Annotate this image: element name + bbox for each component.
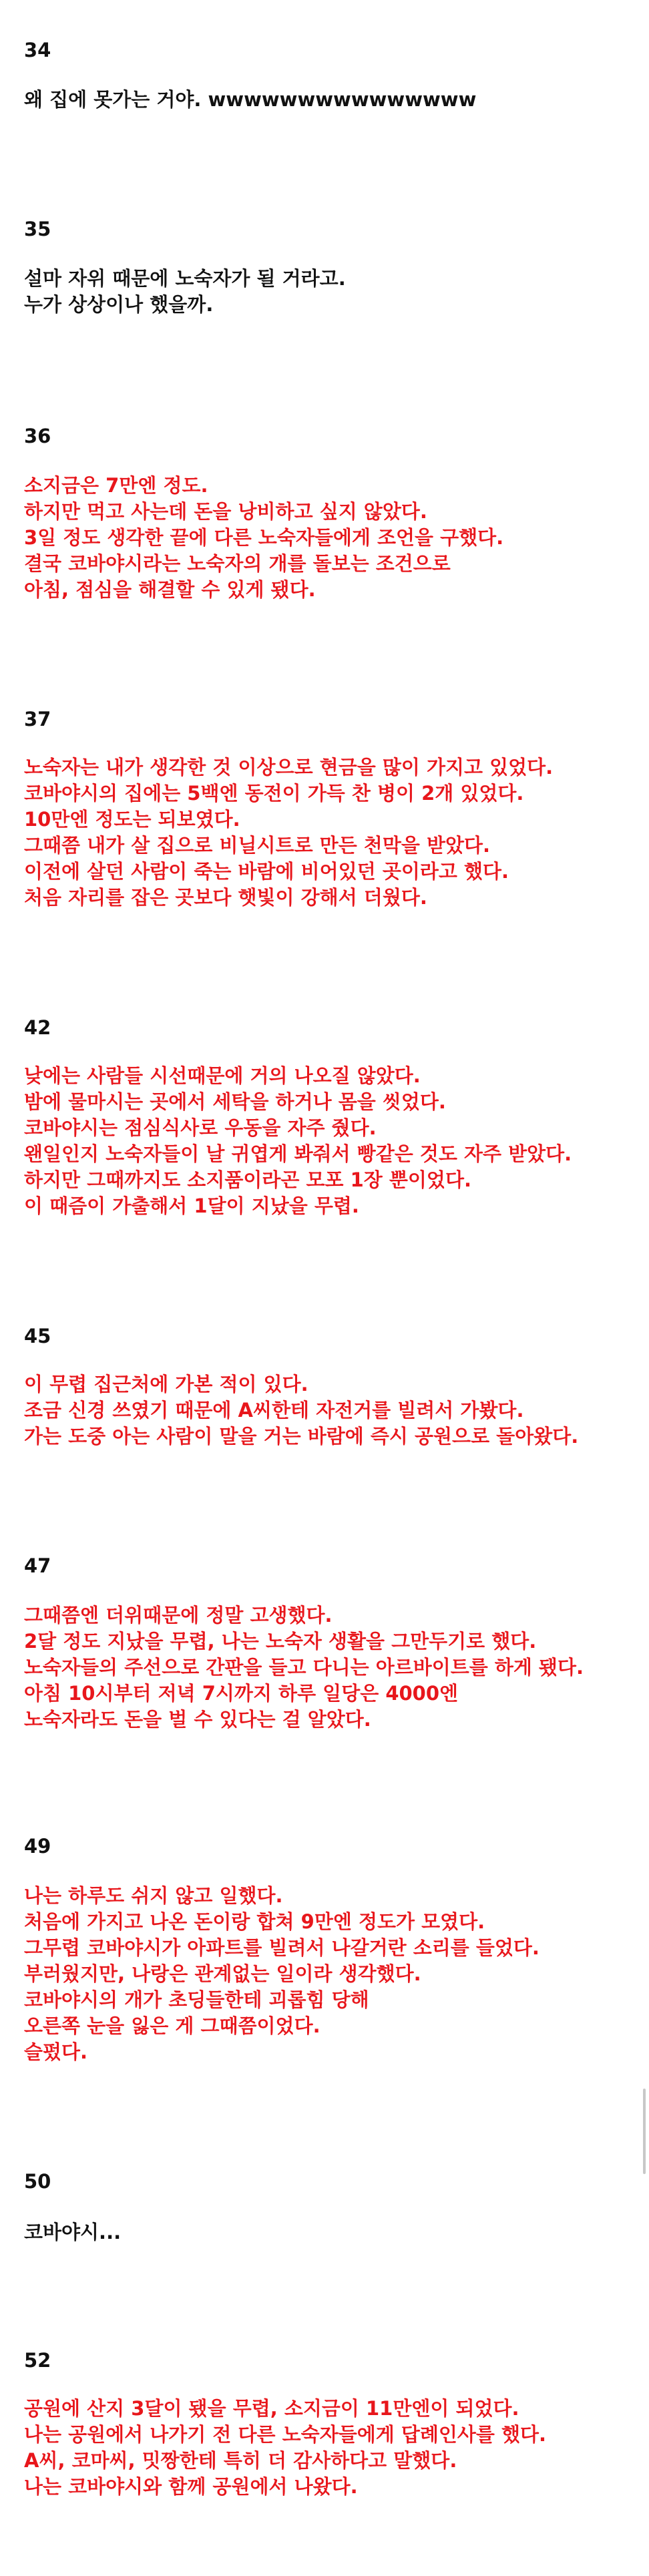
section-text [24,1602,584,1733]
text-line: 하지만 먹고 사는데 돈을 낭비하고 싶지 않았다. [24,500,427,523]
text-line: 나는 공원에서 나가기 전 다른 노숙자들에게 답례인사를 했다. [24,2423,547,2446]
text-line: 왜 집에 못가는 거야. wwwwwwwwwwwwwww [24,88,477,111]
text-line: 낮에는 사람들 시선때문에 거의 나오질 않았다. [24,1064,421,1087]
text-line: 그때쯤엔 더위때문에 정말 고생했다. [24,1604,333,1627]
section-text [24,755,553,911]
text-line: 10만엔 정도는 되보였다. [24,808,240,831]
text-line: 코바야시의 집에는 5백엔 동전이 가득 찬 병이 2개 있었다. [24,782,524,805]
text-line: 처음에 가지고 나온 돈이랑 합쳐 9만엔 정도가 모였다. [24,1910,485,1933]
text-line: 나는 하루도 쉬지 않고 일했다. [24,1884,283,1907]
text-line: 처음 자리를 잡은 곳보다 햇빛이 강해서 더웠다. [24,886,427,909]
scrollbar-thumb[interactable] [643,2089,646,2174]
text-line: 하지만 그때까지도 소지품이라곤 모포 1장 뿐이었다. [24,1168,471,1191]
text-line: 설마 자위 때문에 노숙자가 될 거라고. [24,267,346,290]
text-line: 그때쯤 내가 살 집으로 비닐시트로 만든 천막을 받았다. [24,834,490,857]
section-number: 37 [24,708,51,730]
text-line: 왠일인지 노숙자들이 날 귀엽게 봐줘서 빵같은 것도 자주 받았다. [24,1142,572,1165]
text-line: 공원에 산지 3달이 됐을 무렵, 소지금이 11만엔이 되었다. [24,2397,519,2420]
section-number: 45 [24,1325,51,1347]
text-line: 코바야시의 개가 초딩들한테 괴롭힘 당해 [24,1988,369,2011]
text-line: 나는 코바야시와 함께 공원에서 나왔다. [24,2475,358,2498]
section-text [24,2219,121,2245]
text-line: 노숙자들의 주선으로 간판을 들고 다니는 아르바이트를 하게 됐다. [24,1656,584,1679]
text-line: 코바야시... [24,2221,122,2243]
section-number: 47 [24,1554,51,1577]
text-line: 이전에 살던 사람이 죽는 바람에 비어있던 곳이라고 했다. [24,860,509,883]
text-line: 결국 코바야시라는 노숙자의 개를 돌보는 조건으로 [24,552,451,575]
text-line: 2달 정도 지났을 무렵, 나는 노숙자 생활을 그만두기로 했다. [24,1630,537,1653]
text-line: 누가 상상이나 했을까. [24,293,214,316]
section-text [24,2396,546,2500]
section-number: 34 [24,39,51,61]
text-line: 아침, 점심을 해결할 수 있게 됐다. [24,578,316,601]
text-line: 이 때즘이 가출해서 1달이 지났을 무렵. [24,1195,359,1217]
text-line: 슬펐다. [24,2041,88,2063]
text-line: 이 무렵 집근처에 가본 적이 있다. [24,1373,308,1396]
section-number: 50 [24,2170,51,2193]
text-line: 밤에 물마시는 곳에서 세탁을 하거나 몸을 씻었다. [24,1090,446,1113]
text-line: A씨, 코마씨, 밋짱한테 특히 더 감사하다고 말했다. [24,2449,457,2472]
text-line: 조금 신경 쓰였기 때문에 A씨한테 자전거를 빌려서 가봤다. [24,1399,524,1422]
section-text [24,473,503,603]
text-line: 코바야시는 점심식사로 우동을 자주 줬다. [24,1116,377,1139]
section-number: 42 [24,1016,51,1039]
section-text [24,1883,539,2065]
section-text [24,1063,572,1219]
text-line: 3일 정도 생각한 끝에 다른 노숙자들에게 조언을 구했다. [24,526,504,549]
text-line: 노숙자라도 돈을 벌 수 있다는 걸 알았다. [24,1708,371,1731]
text-line: 노숙자는 내가 생각한 것 이상으로 현금을 많이 가지고 있었다. [24,756,554,779]
section-number: 52 [24,2349,51,2372]
text-line: 아침 10시부터 저녁 7시까지 하루 일당은 4000엔 [24,1682,459,1705]
text-line: 그무렵 코바야시가 아파트를 빌려서 나갈거란 소리를 들었다. [24,1936,539,1959]
section-number: 36 [24,425,51,447]
text-line: 가는 도중 아는 사람이 말을 거는 바람에 즉시 공원으로 돌아왔다. [24,1425,579,1448]
text-line: 부러웠지만, 나랑은 관계없는 일이라 생각했다. [24,1962,421,1985]
section-text [24,1371,578,1450]
text-line: 오른쪽 눈을 잃은 게 그때쯤이었다. [24,2014,320,2037]
section-text [24,87,476,113]
section-number: 49 [24,1835,51,1858]
text-line: 소지금은 7만엔 정도. [24,474,208,497]
section-number: 35 [24,218,51,240]
section-text [24,266,346,318]
